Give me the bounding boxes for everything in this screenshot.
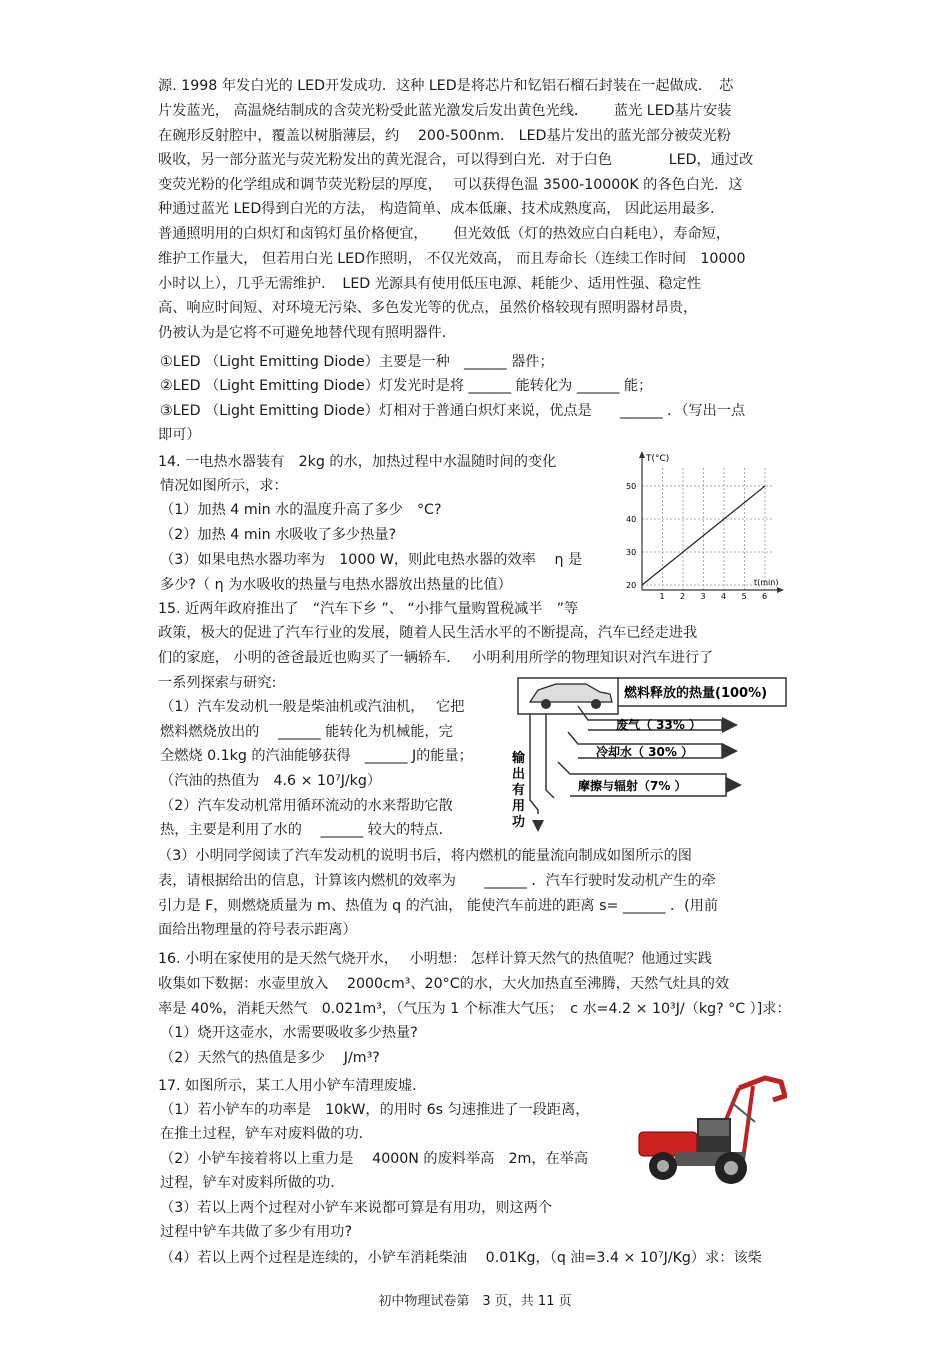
friction-arrow-icon xyxy=(726,777,742,793)
text-line: （2）小铲车接着将以上重力是 4000N 的废料举高 2m，在举高 xyxy=(160,1151,589,1167)
text-line: （1）加热 4 min 水的温度升高了多少 °C? xyxy=(160,502,442,518)
car-icon xyxy=(518,678,618,714)
text-line: ②LED （Light Emitting Diode）灯发光时是将 ______ 能转化为 ______ 能； xyxy=(160,378,653,394)
text-line: （3）若以上两个过程对小铲车来说都可算是有用功，则这两个 xyxy=(160,1200,553,1216)
exhaust-label: 废气（ 33% ） xyxy=(616,718,702,732)
cooling-label: 冷却水（ 30% ） xyxy=(596,745,694,759)
text-line: 15. 近两年政府推出了 “汽车下乡 ”、 “小排气量购置税减半 ”等 xyxy=(158,601,579,617)
text-line: 率是 40%，消耗天然气 0.021m³，（气压为 1 个标准大气压； c 水=4.2 × 10³J/（kg? °C ）]求： xyxy=(158,1001,791,1017)
x-tick-label: 3 xyxy=(700,592,706,600)
text-line: （3）小明同学阅读了汽车发动机的说明书后，将内燃机的能量流向制成如图所示的图 xyxy=(158,848,692,864)
text-line: （1）汽车发动机一般是柴油机或汽油机， 它把 xyxy=(160,699,465,715)
text-line: （3）如果电热水器功率为 1000 W，则此电热水器的效率 η 是 xyxy=(160,552,583,568)
text-line: （2）天然气的热值是多少 J/m³? xyxy=(160,1050,380,1066)
text-line: 片发蓝光， 高温烧结制成的含荧光粉受此蓝光激发后发出黄色光线． 蓝光 LED基片安装 xyxy=(158,103,732,119)
text-line: 源. 1998 年发白光的 LED开发成功．这种 LED是将芯片和钇铝石榴石封装在一起做成． 芯 xyxy=(158,78,734,94)
text-line: 收集如下数据：水壶里放入 2000cm³、20°C的水，大火加热直至沸腾，天然气灶具的效 xyxy=(158,976,730,992)
output-useful-work-label: 出 xyxy=(512,767,526,782)
x-tick-label: 2 xyxy=(680,592,686,600)
y-tick-label: 50 xyxy=(626,482,637,491)
mini-loader-svg xyxy=(635,1072,787,1197)
output-useful-work-label: 输 xyxy=(512,751,526,766)
text-line: 面给出物理量的符号表示距离） xyxy=(158,922,357,938)
text-line: 在碗形反射腔中，覆盖以树脂薄层，约 200-500nm． LED基片发出的蓝光部分被荧光粉 xyxy=(158,128,731,144)
text-line: 政策，极大的促进了汽车行业的发展，随着人民生活水平的不断提高，汽车已经走进我 xyxy=(158,625,698,641)
cooling-arrow-icon xyxy=(722,743,738,759)
text-line: 在推土过程，铲车对废料做的功． xyxy=(160,1126,373,1142)
text-line: 维护工作量大， 但若用白光 LED作照明， 不仅光效高， 而且寿命长（连续工作时间 10000 xyxy=(158,251,746,267)
text-line: 过程，铲车对废料所做的功． xyxy=(160,1175,345,1191)
loader-icon xyxy=(639,1078,785,1184)
y-axis-label: T(°C) xyxy=(646,454,670,464)
x-tick-label: 4 xyxy=(721,592,727,600)
text-line: 高、响应时间短、对环境无污染、多色发光等的优点，虽然价格较现有照明器材昂贵， xyxy=(158,300,698,316)
y-tick-label: 40 xyxy=(626,515,637,524)
text-line: 们的家庭， 小明的爸爸最近也购买了一辆轿车． 小明利用所学的物理知识对汽车进行了 xyxy=(158,650,714,666)
temperature-time-graph xyxy=(622,448,788,600)
fuel-heat-label: 燃料释放的热量(100%) xyxy=(624,686,768,701)
text-line: ①LED （Light Emitting Diode）主要是一种 ______ 器件； xyxy=(160,354,554,370)
text-line: （4）若以上两个过程是连续的，小铲车消耗柴油 0.01Kg，（q 油=3.4 × 10⁷J/Kg）求：该柴 xyxy=(160,1250,762,1266)
text-line: 一系列探索与研究: xyxy=(158,675,277,691)
y-tick-label: 30 xyxy=(626,548,637,557)
text-line: （汽油的热值为 4.6 × 10⁷J/kg） xyxy=(160,773,382,789)
exhaust-arrow-icon xyxy=(722,717,738,733)
text-line: 仍被认为是它将不可避免地替代现有照明器件． xyxy=(158,325,456,341)
text-line: 多少?（ η 为水吸收的热量与电热水器放出热量的比值） xyxy=(160,577,512,593)
text-line: 变荧光粉的化学组成和调节荧光粉层的厚度， 可以获得色温 3500-10000K 的各色白光．这 xyxy=(158,177,743,193)
text-line: 情况如图所示，求： xyxy=(160,478,288,494)
text-line: 吸收，另一部分蓝光与荧光粉发出的黄光混合，可以得到白光．对于白色 LED，通过改 xyxy=(158,152,754,168)
text-line: 全燃烧 0.1kg 的汽油能够获得 ______ J的能量； xyxy=(160,748,473,764)
text-line: 小时以上），几乎无需维护． LED 光源具有使用低压电源、耗能少、适用性强、稳定性 xyxy=(158,276,702,292)
text-line: 17. 如图所示，某工人用小铲车清理废墟． xyxy=(158,1078,427,1094)
temperature-graph-svg xyxy=(622,448,788,600)
mini-loader-image xyxy=(635,1072,787,1197)
text-line: 表，请根据给出的信息，计算该内燃机的效率为 ______ ．汽车行驶时发动机产生的牵 xyxy=(158,873,716,889)
friction-label: 摩擦与辐射（7% ） xyxy=(578,779,687,793)
text-line: 14. 一电热水器装有 2kg 的水，加热过程中水温随时间的变化 xyxy=(158,454,557,470)
x-tick-label: 5 xyxy=(741,592,747,600)
text-line: ③LED （Light Emitting Diode）灯相对于普通白炽灯来说，优点是 ______ ．（写出一点 xyxy=(160,403,746,419)
text-line: 普通照明用的白炽灯和卤钨灯虽价格便宜， 但光效低（灯的热效应白白耗电），寿命短， xyxy=(158,226,731,242)
x-tick-label: 6 xyxy=(762,592,768,600)
output-useful-work-label: 有 xyxy=(512,783,526,798)
x-tick-label: 1 xyxy=(659,592,665,600)
output-useful-work-label: 用 xyxy=(512,799,526,814)
text-line: （1）烧开这壶水，水需要吸收多少热量? xyxy=(160,1025,418,1041)
text-line: 热，主要是利用了水的 ______ 较大的特点． xyxy=(160,822,453,838)
energy-flow-svg xyxy=(508,670,790,838)
text-line: 引力是 F，则燃烧质量为 m、热值为 q 的汽油， 能使汽车前进的距离 s= ______ ．(用前 xyxy=(158,898,719,914)
output-arrow-icon xyxy=(532,820,544,832)
text-line: （2）加热 4 min 水吸收了多少热量? xyxy=(160,527,397,543)
text-line: 即可） xyxy=(158,427,201,443)
energy-flow-diagram xyxy=(508,670,790,838)
text-line: （2）汽车发动机常用循环流动的水来帮助它散 xyxy=(160,798,453,814)
x-axis-label: t(min) xyxy=(754,578,779,587)
y-tick-label: 20 xyxy=(626,581,637,590)
page-footer: 初中物理试卷第 3 页，共 11 页 xyxy=(378,1294,572,1309)
text-line: 种通过蓝光 LED得到白光的方法， 构造简单、成本低廉、技术成熟度高， 因此运用最多． xyxy=(158,201,725,217)
y-axis-arrow-icon xyxy=(639,451,645,458)
text-line: 过程中铲车共做了多少有用功? xyxy=(160,1224,352,1240)
text-line: （1）若小铲车的功率是 10kW，的用时 6s 匀速推进了一段距离， xyxy=(160,1102,590,1118)
x-axis-arrow-icon xyxy=(777,587,784,593)
text-line: 燃料燃烧放出的 ______ 能转化为机械能，完 xyxy=(160,724,453,740)
output-useful-work-label: 功 xyxy=(512,815,526,830)
text-line: 16. 小明在家使用的是天然气烧开水， 小明想： 怎样计算天然气的热值呢？他通过实践 xyxy=(158,951,712,967)
